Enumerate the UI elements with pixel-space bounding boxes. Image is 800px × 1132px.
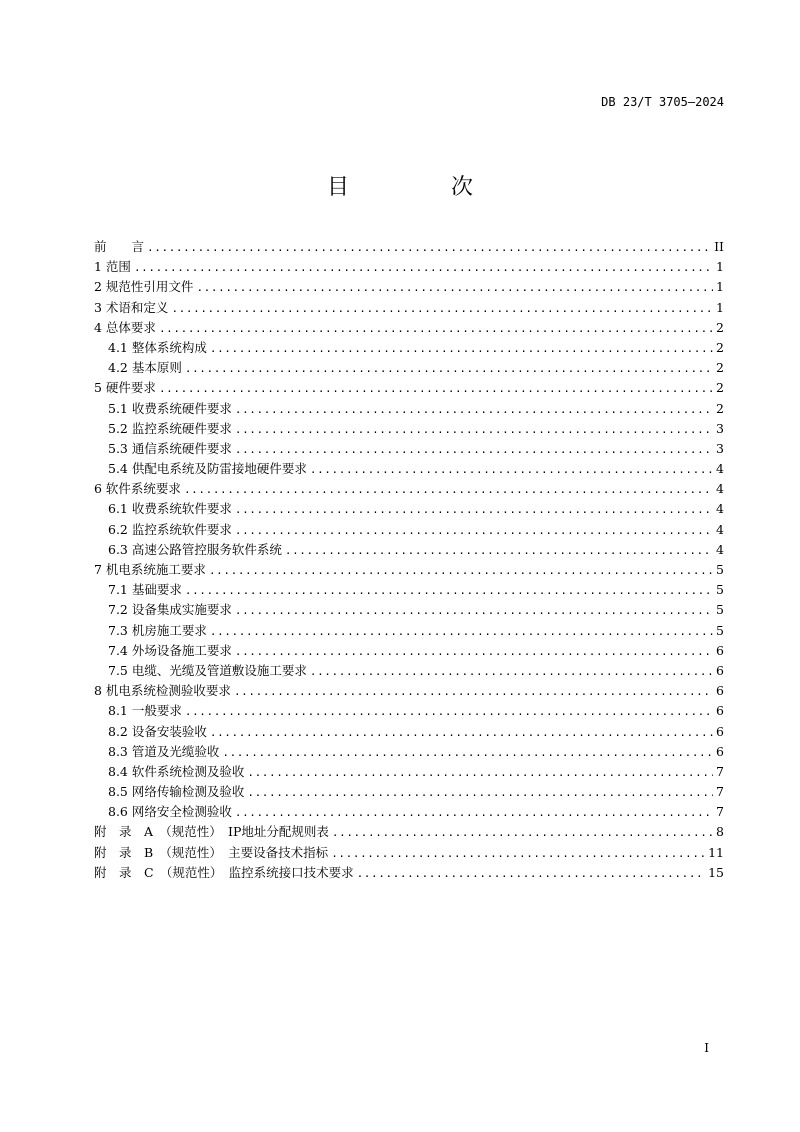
toc-dot-leader bbox=[159, 379, 713, 399]
toc-entry[interactable] bbox=[94, 681, 724, 701]
toc-entry-label: 附 录 C （规范性） 监控系统接口技术要求 bbox=[94, 864, 354, 880]
page-number: I bbox=[704, 1041, 709, 1055]
toc-entry-label: 8.1 一般要求 bbox=[108, 703, 182, 719]
toc-dot-leader bbox=[235, 521, 713, 541]
toc-entry[interactable] bbox=[94, 701, 724, 721]
toc-entry[interactable] bbox=[94, 378, 724, 398]
toc-entry-label: 6.2 监控系统软件要求 bbox=[108, 521, 232, 537]
toc-entry-label: 3 术语和定义 bbox=[94, 299, 169, 315]
toc-entry[interactable] bbox=[94, 843, 724, 863]
toc-entry[interactable] bbox=[94, 621, 724, 641]
toc-entry-page: 2 bbox=[716, 319, 724, 335]
toc-dot-leader bbox=[222, 743, 713, 763]
toc-entry-page: 6 bbox=[716, 642, 724, 658]
toc-dot-leader bbox=[196, 278, 713, 298]
toc-dot-leader bbox=[310, 460, 713, 480]
toc-entry-page: 5 bbox=[716, 602, 724, 618]
toc-entry-page: 1 bbox=[716, 259, 724, 275]
toc-entry-page: 6 bbox=[716, 662, 724, 678]
toc-entry-page: 2 bbox=[716, 380, 724, 396]
toc-entry[interactable] bbox=[94, 399, 724, 419]
toc-dot-leader bbox=[134, 258, 713, 278]
toc-entry[interactable] bbox=[94, 782, 724, 802]
toc-dot-leader bbox=[235, 601, 713, 621]
document-code: DB 23/T 3705—2024 bbox=[601, 95, 724, 109]
toc-entry[interactable] bbox=[94, 439, 724, 459]
toc-entry-label: 8 机电系统检测验收要求 bbox=[94, 683, 231, 699]
toc-entry-label: 8.5 网络传输检测及验收 bbox=[108, 784, 245, 800]
toc-entry-label: 5.4 供配电系统及防雷接地硬件要求 bbox=[108, 461, 307, 477]
toc-entry[interactable] bbox=[94, 540, 724, 560]
toc-dot-leader bbox=[235, 642, 713, 662]
toc-dot-leader bbox=[171, 299, 713, 319]
toc-dot-leader bbox=[185, 581, 713, 601]
toc-entry-page: 6 bbox=[716, 683, 724, 699]
toc-entry-label: 5.2 监控系统硬件要求 bbox=[108, 420, 232, 436]
toc-entry[interactable] bbox=[94, 298, 724, 318]
toc-entry-page: 2 bbox=[716, 339, 724, 355]
toc-entry-label: 附 录 A （规范性） IP地址分配规则表 bbox=[94, 824, 329, 840]
toc-dot-leader bbox=[235, 500, 713, 520]
toc-dot-leader bbox=[209, 561, 713, 581]
toc-entry-label: 7.1 基础要求 bbox=[108, 582, 182, 598]
toc-entry[interactable] bbox=[94, 358, 724, 378]
toc-entry-label: 4.1 整体系统构成 bbox=[108, 339, 207, 355]
toc-entry[interactable] bbox=[94, 742, 724, 762]
toc-entry-page: 7 bbox=[716, 804, 724, 820]
toc-entry-page: 8 bbox=[716, 824, 724, 840]
toc-entry[interactable] bbox=[94, 722, 724, 742]
toc-dot-leader bbox=[310, 662, 713, 682]
toc-entry[interactable] bbox=[94, 277, 724, 297]
toc-entry-label: 8.3 管道及光缆验收 bbox=[108, 743, 220, 759]
toc-entry-label: 8.6 网络安全检测验收 bbox=[108, 804, 232, 820]
toc-dot-leader bbox=[235, 420, 713, 440]
toc-dot-leader bbox=[210, 622, 713, 642]
toc-entry-page: II bbox=[714, 239, 724, 254]
toc-entry[interactable] bbox=[94, 822, 724, 842]
toc-entry[interactable] bbox=[94, 257, 724, 277]
toc-dot-leader bbox=[185, 359, 713, 379]
toc-entry-label: 5.1 收费系统硬件要求 bbox=[108, 400, 232, 416]
toc-dot-leader bbox=[247, 763, 713, 783]
toc-entry[interactable] bbox=[94, 580, 724, 600]
toc-entry[interactable] bbox=[94, 520, 724, 540]
toc-entry-page: 4 bbox=[716, 461, 724, 477]
toc-dot-leader bbox=[285, 541, 713, 561]
toc-entry-page: 3 bbox=[716, 420, 724, 436]
toc-entry-page: 5 bbox=[716, 622, 724, 638]
toc-entry-label: 7 机电系统施工要求 bbox=[94, 562, 206, 577]
toc-entry-label: 7.3 机房施工要求 bbox=[108, 622, 207, 638]
toc-dot-leader bbox=[331, 844, 705, 864]
toc-dot-leader bbox=[184, 480, 713, 500]
toc-entry-label: 7.4 外场设备施工要求 bbox=[108, 642, 232, 658]
toc-entry-page: 6 bbox=[716, 723, 724, 739]
toc-entry[interactable] bbox=[94, 600, 724, 620]
toc-entry[interactable] bbox=[94, 479, 724, 499]
toc-entry-label: 8.4 软件系统检测及验收 bbox=[108, 763, 245, 779]
toc-entry-label: 4 总体要求 bbox=[94, 319, 156, 335]
toc-dot-leader bbox=[357, 864, 706, 884]
toc-entry-label: 1 范围 bbox=[94, 259, 131, 275]
toc-entry-page: 1 bbox=[716, 299, 724, 315]
toc-entry-page: 4 bbox=[716, 541, 724, 557]
toc-dot-leader bbox=[147, 238, 711, 258]
toc-entry[interactable] bbox=[94, 641, 724, 661]
toc-entry-label: 7.5 电缆、光缆及管道敷设施工要求 bbox=[108, 662, 307, 678]
toc-dot-leader bbox=[247, 783, 713, 803]
toc-entry-page: 7 bbox=[716, 763, 724, 779]
table-of-contents bbox=[94, 237, 724, 883]
toc-dot-leader bbox=[234, 682, 713, 702]
toc-entry[interactable] bbox=[94, 318, 724, 338]
toc-dot-leader bbox=[210, 339, 713, 359]
toc-entry-label: 5.3 通信系统硬件要求 bbox=[108, 440, 232, 456]
toc-entry-page: 7 bbox=[716, 784, 724, 800]
toc-entry[interactable] bbox=[94, 863, 724, 883]
toc-dot-leader bbox=[332, 823, 713, 843]
toc-entry-label: 4.2 基本原则 bbox=[108, 360, 182, 376]
toc-entry-label: 6 软件系统要求 bbox=[94, 481, 181, 497]
toc-entry-label: 5 硬件要求 bbox=[94, 380, 156, 396]
toc-entry[interactable] bbox=[94, 762, 724, 782]
toc-entry[interactable] bbox=[94, 802, 724, 822]
toc-entry-page: 4 bbox=[716, 501, 724, 517]
toc-entry-page: 11 bbox=[708, 844, 724, 860]
toc-entry-label: 2 规范性引用文件 bbox=[94, 279, 194, 295]
toc-dot-leader bbox=[235, 440, 713, 460]
page-title: 目 次 bbox=[326, 175, 513, 200]
toc-entry-page: 15 bbox=[708, 864, 724, 880]
toc-entry-page: 6 bbox=[716, 743, 724, 759]
toc-entry-label: 7.2 设备集成实施要求 bbox=[108, 602, 232, 618]
toc-entry[interactable] bbox=[94, 459, 724, 479]
toc-entry[interactable] bbox=[94, 499, 724, 519]
toc-entry-page: 2 bbox=[716, 400, 724, 416]
toc-entry-page: 6 bbox=[716, 703, 724, 719]
toc-entry[interactable] bbox=[94, 237, 724, 257]
toc-dot-leader bbox=[185, 702, 713, 722]
toc-entry-page: 4 bbox=[716, 521, 724, 537]
toc-entry-page: 3 bbox=[716, 440, 724, 456]
toc-entry-label: 6.1 收费系统软件要求 bbox=[108, 501, 232, 517]
toc-entry-page: 5 bbox=[716, 582, 724, 598]
toc-entry-label: 8.2 设备安装验收 bbox=[108, 723, 207, 739]
toc-entry[interactable] bbox=[94, 661, 724, 681]
toc-dot-leader bbox=[159, 319, 713, 339]
toc-entry[interactable] bbox=[94, 338, 724, 358]
toc-entry[interactable] bbox=[94, 419, 724, 439]
toc-dot-leader bbox=[210, 723, 713, 743]
toc-entry-page: 5 bbox=[716, 562, 724, 577]
toc-entry-label: 附 录 B （规范性） 主要设备技术指标 bbox=[94, 844, 329, 860]
toc-entry-page: 1 bbox=[716, 279, 724, 295]
toc-dot-leader bbox=[235, 803, 713, 823]
toc-entry-label: 前 言 bbox=[94, 239, 145, 254]
toc-dot-leader bbox=[235, 400, 713, 420]
toc-entry[interactable] bbox=[94, 560, 724, 580]
toc-entry-label: 6.3 高速公路管控服务软件系统 bbox=[108, 541, 282, 557]
toc-entry-page: 4 bbox=[716, 481, 724, 497]
toc-entry-page: 2 bbox=[716, 360, 724, 376]
